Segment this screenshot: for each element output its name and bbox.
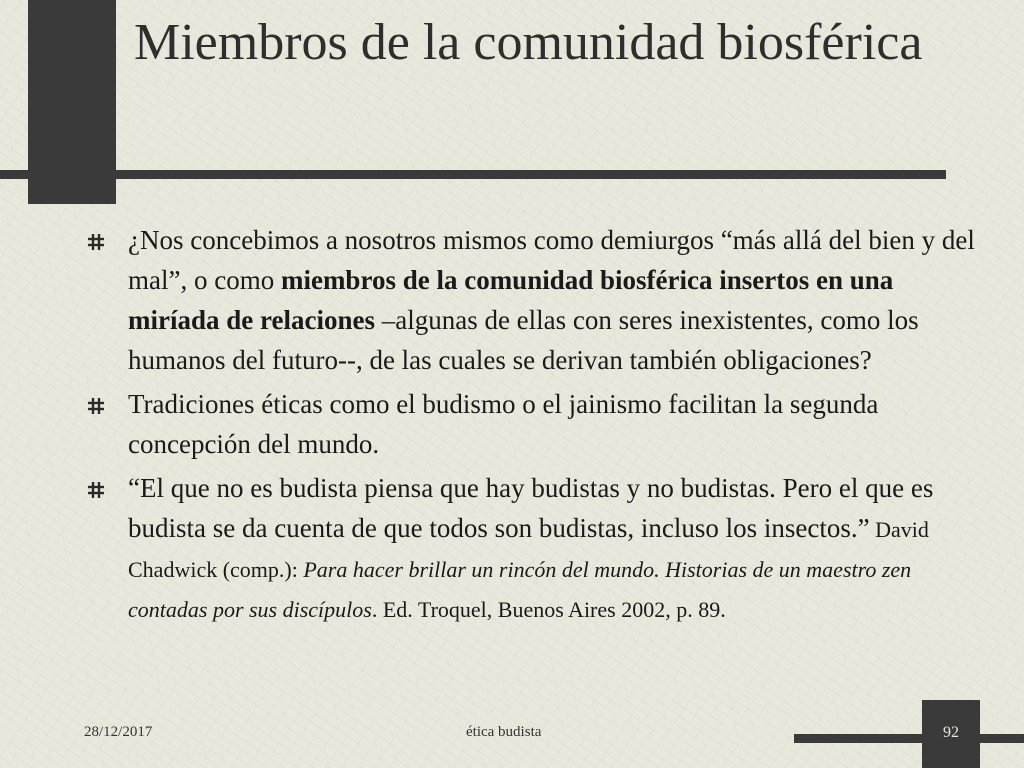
- footer-divider: [794, 734, 1024, 743]
- bullet-text: –algunas de ellas con seres inexistentes, como los humanos del futuro--, de las cuales se derivan también obligaciones?: [128, 305, 919, 375]
- bullet-emphasis: miembros de la comunidad biosférica insertos en una miríada de relaciones: [128, 265, 894, 335]
- title-divider: [0, 170, 946, 179]
- bullet-text: ¿Nos concebimos a nosotros mismos como demiurgos “más allá del bien y del mal”, o como: [128, 225, 975, 295]
- citation-author: David Chadwick (comp.):: [128, 517, 929, 582]
- slide-title: Miembros de la comunidad biosférica: [134, 14, 923, 71]
- footer-title: ética budista: [466, 724, 542, 740]
- quote-text: “El que no es budista piensa que hay budistas y no budistas. Pero el que es budista se da cuenta de que todos son budistas, incluso los insectos.”: [128, 473, 934, 543]
- bullet-item: [88, 220, 988, 380]
- footer-date: 28/12/2017: [84, 724, 153, 740]
- citation-end: . Ed. Troquel, Buenos Aires 2002, p. 89.: [371, 597, 726, 622]
- hash-bullet-icon: [88, 482, 104, 498]
- hash-bullet-icon: [88, 398, 104, 414]
- bullet-text: Tradiciones éticas como el budismo o el jainismo facilitan la segunda concepción del mundo.: [128, 389, 879, 459]
- hash-bullet-icon: [88, 234, 104, 250]
- bullet-item: [88, 384, 988, 464]
- citation-title: Para hacer brillar un rincón del mundo. Historias de un maestro zen contadas por sus discípulos: [128, 557, 912, 622]
- page-number: 92: [943, 724, 959, 741]
- bullet-list: [88, 220, 988, 632]
- bullet-item: [88, 468, 988, 628]
